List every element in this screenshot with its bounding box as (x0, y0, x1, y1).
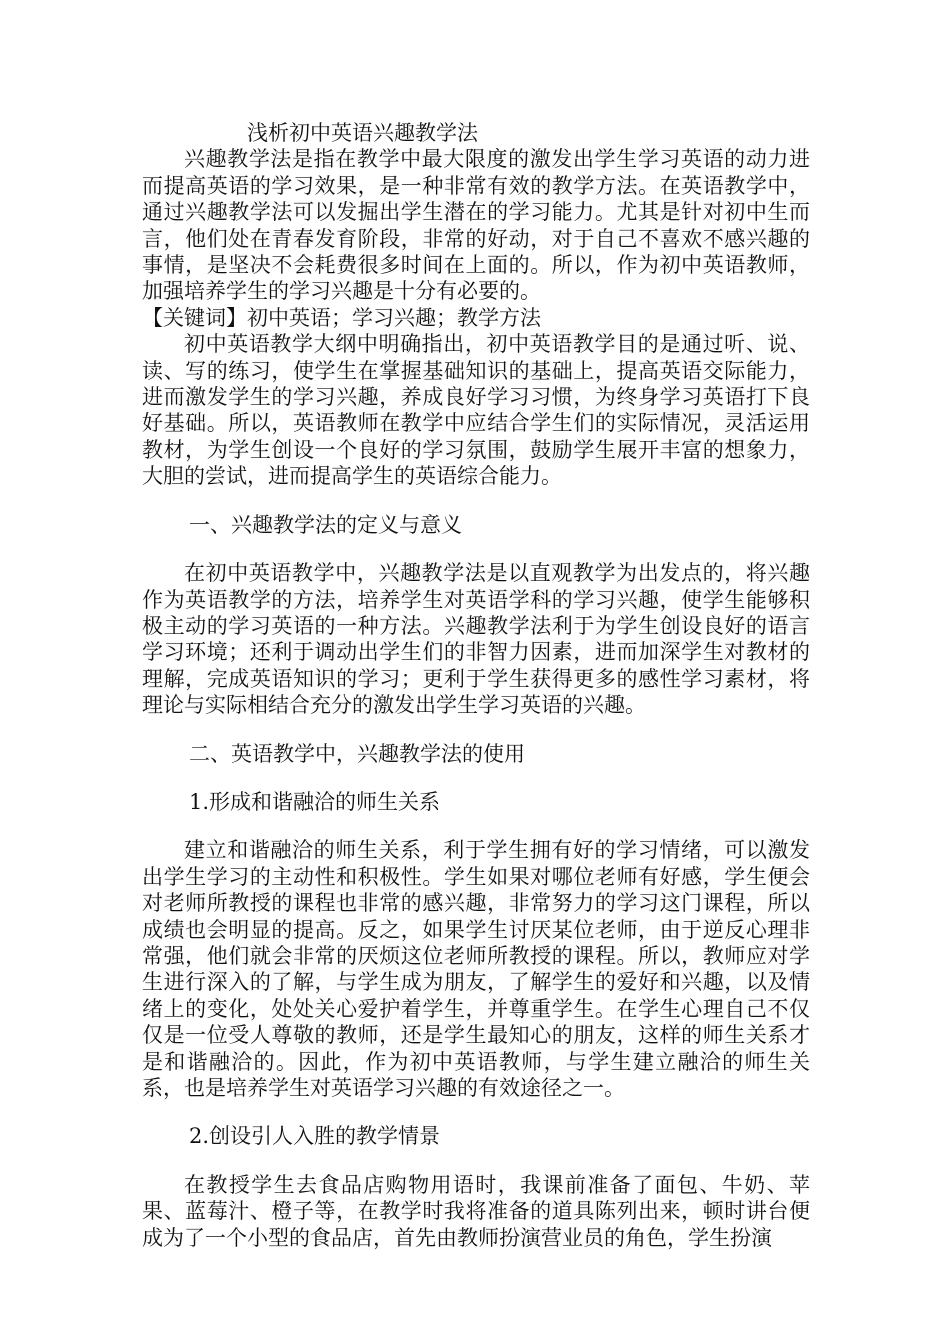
keywords-line: 【关键词】初中英语；学习兴趣；教学方法 (142, 305, 541, 330)
document-title: 浅析初中英语兴趣教学法 (247, 121, 478, 145)
subsection1-heading: 1.形成和谐融洽的师生关系 (189, 789, 441, 814)
subsection2-paragraph: 在教授学生去食品店购物用语时，我课前准备了面包、牛奶、苹果、蓝莓汁、橙子等，在教学时我将准备的道具陈列出来，顿时讲台便成为了一个小型的食品店，首先由教师扮演营业员的角色，学生扮演 (142, 1172, 810, 1250)
intro-paragraph: 初中英语教学大纲中明确指出，初中英语教学目的是通过听、说、读、写的练习，使学生在掌握基础知识的基础上，提高英语交际能力，进而激发学生的学习兴趣，养成良好学习习惯，为终身学习英语打下良好基础。所以，英语教师在教学中应结合学生们的实际情况，灵活运用教材，为学生创设一个良好的学习氛围，鼓励学生展开丰富的想象力，大胆的尝试，进而提高学生的英语综合能力。 (142, 332, 810, 489)
section2-heading: 二、英语教学中，兴趣教学法的使用 (189, 741, 525, 766)
subsection1-paragraph: 建立和谐融洽的师生关系，利于学生拥有好的学习情绪，可以激发出学生学习的主动性和积极性。学生如果对哪位老师有好感，学生便会对老师所教授的课程也非常的感兴趣，非常努力的学习这门课程，所以成绩也会明显的提高。反之，如果学生讨厌某位老师，由于逆反心理非常强，他们就会非常的厌烦这位老师所教授的课程。所以，教师应对学生进行深入的了解，与学生成为朋友，了解学生的爱好和兴趣，以及情绪上的变化，处处关心爱护着学生，并尊重学生。在学生心理自己不仅仅是一位受人尊敬的教师，还是学生最知心的朋友，这样的师生关系才是和谐融洽的。因此，作为初中英语教师，与学生建立融洽的师生关系，也是培养学生对英语学习兴趣的有效途径之一。 (142, 838, 810, 1100)
document-body (142, 120, 810, 1251)
subsection2-heading: 2.创设引人入胜的教学情景 (189, 1124, 441, 1149)
section1-heading: 一、兴趣教学法的定义与意义 (189, 512, 462, 537)
section1-paragraph: 在初中英语教学中，兴趣教学法是以直观教学为出发点的，将兴趣作为英语教学的方法，培养学生对英语学科的学习兴趣，使学生能够积极主动的学习英语的一种方法。兴趣教学法利于为学生创设良好的语言学习环境；还利于调动出学生们的非智力因素，进而加深学生对教材的理解，完成英语知识的学习；更利于学生获得更多的感性学习素材，将理论与实际相结合充分的激发出学生学习英语的兴趣。 (142, 561, 810, 718)
abstract-paragraph: 兴趣教学法是指在教学中最大限度的激发出学生学习英语的动力进而提高英语的学习效果，是一种非常有效的教学方法。在英语教学中，通过兴趣教学法可以发掘出学生潜在的学习能力。尤其是针对初中生而言，他们处在青春发育阶段，非常的好动，对于自己不喜欢不感兴趣的事情，是坚决不会耗费很多时间在上面的。所以，作为初中英语教师，加强培养学生的学习兴趣是十分有必要的。 (142, 147, 810, 304)
